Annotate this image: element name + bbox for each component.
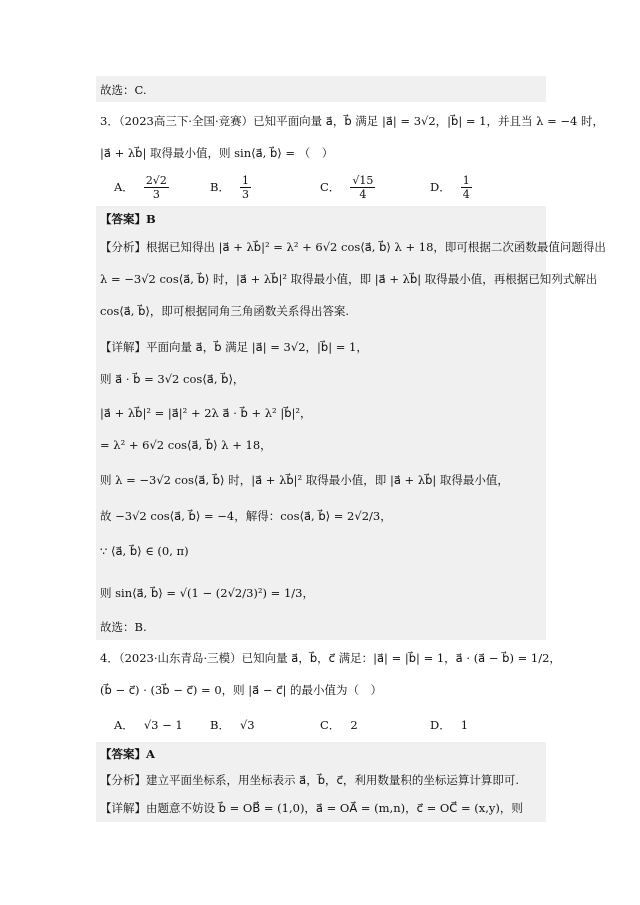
- q4-option-d: D． 1: [430, 718, 469, 732]
- q3-detail-line1: 【详解】平面向量 a⃗，b⃗ 满足 |a⃗| = 3√2，|b⃗| = 1，: [100, 340, 368, 354]
- q3-analysis-line1: 【分析】根据已知得出 |a⃗ + λb⃗|² = λ² + 6√2 cos⟨a⃗, b⃗⟩ λ + 18，即可根据二次函数最值问题得出: [100, 240, 606, 254]
- q3-detail-line2: 则 a⃗ · b⃗ = 3√2 cos⟨a⃗, b⃗⟩，: [100, 372, 245, 386]
- q3-detail-line9: 故选：B.: [100, 620, 147, 634]
- q3-option-c: C． $\frac{√15}{4}$: [320, 173, 374, 201]
- q3-detail-line8: 则 sin⟨a⃗, b⃗⟩ = √(1 − (2√2/3)²) = 1/3，: [100, 586, 314, 600]
- q3-answer: 【答案】B: [100, 212, 156, 226]
- q4-stem-line1: 4．（2023·山东青岛·三模）已知向量 a⃗，b⃗，c⃗ 满足：|a⃗| = |b⃗| = 1，a⃗ · (a⃗ − b⃗) = 1/2，: [100, 651, 561, 665]
- q4-analysis: 【分析】建立平面坐标系，用坐标表示 a⃗，b⃗，c⃗，利用数量积的坐标运算计算即可.: [100, 773, 519, 787]
- q3-detail-line4: = λ² + 6√2 cos⟨a⃗, b⃗⟩ λ + 18，: [100, 438, 272, 452]
- q3-analysis-line3: cos⟨a⃗, b⃗⟩，即可根据同角三角函数关系得出答案.: [100, 304, 350, 318]
- q3-detail-line3: |a⃗ + λb⃗|² = |a⃗|² + 2λ a⃗ · b⃗ + λ² |b⃗|²，: [100, 406, 312, 420]
- q3-stem-line2: |a⃗ + λb⃗| 取得最小值，则 sin⟨a⃗, b⃗⟩ = （ ）: [100, 146, 334, 160]
- q3-detail-line5: 则 λ = −3√2 cos⟨a⃗, b⃗⟩ 时，|a⃗ + λb⃗|² 取得最小值，即 |a⃗ + λb⃗| 取得最小值，: [100, 473, 509, 487]
- q3-detail-line7: ∵ ⟨a⃗, b⃗⟩ ∈ (0, π): [100, 544, 189, 558]
- q3-analysis-line2: λ = −3√2 cos⟨a⃗, b⃗⟩ 时，|a⃗ + λb⃗|² 取得最小值，即 |a⃗ + λb⃗| 取得最小值，再根据已知列式解出: [100, 272, 598, 286]
- q4-options: [100, 708, 544, 742]
- q3-detail-line6: 故 −3√2 cos⟨a⃗, b⃗⟩ = −4，解得：cos⟨a⃗, b⃗⟩ = 2√2/3，: [100, 509, 392, 523]
- q4-stem-line2: (b⃗ − c⃗) · (3b⃗ − c⃗) = 0，则 |a⃗ − c⃗| 的最小值为（ ）: [100, 683, 383, 697]
- q3-stem-line1: 3．（2023高三下·全国·竞赛）已知平面向量 a⃗，b⃗ 满足 |a⃗| = 3√2，|b⃗| = 1，并且当 λ = −4 时，: [100, 114, 604, 128]
- q4-detail: 【详解】由题意不妨设 b⃗ = OB⃗ = (1,0)，a⃗ = OA⃗ = (m,n)，c⃗ = OC⃗ = (x,y)，则: [100, 801, 523, 815]
- prev-answer-tail: 故选：C.: [100, 83, 147, 97]
- q3-options: [100, 170, 544, 204]
- q3-option-b: B． $\frac{1}{3}$: [210, 173, 249, 201]
- q4-option-c: C． 2: [320, 718, 358, 732]
- q4-answer: 【答案】A: [100, 747, 155, 761]
- q3-option-a: A． $\frac{2√2}{3}$: [114, 173, 167, 201]
- q4-option-a: A． √3 − 1: [114, 718, 183, 732]
- q3-option-d: D． $\frac{1}{4}$: [430, 173, 470, 201]
- q4-option-b: B． √3: [210, 718, 255, 732]
